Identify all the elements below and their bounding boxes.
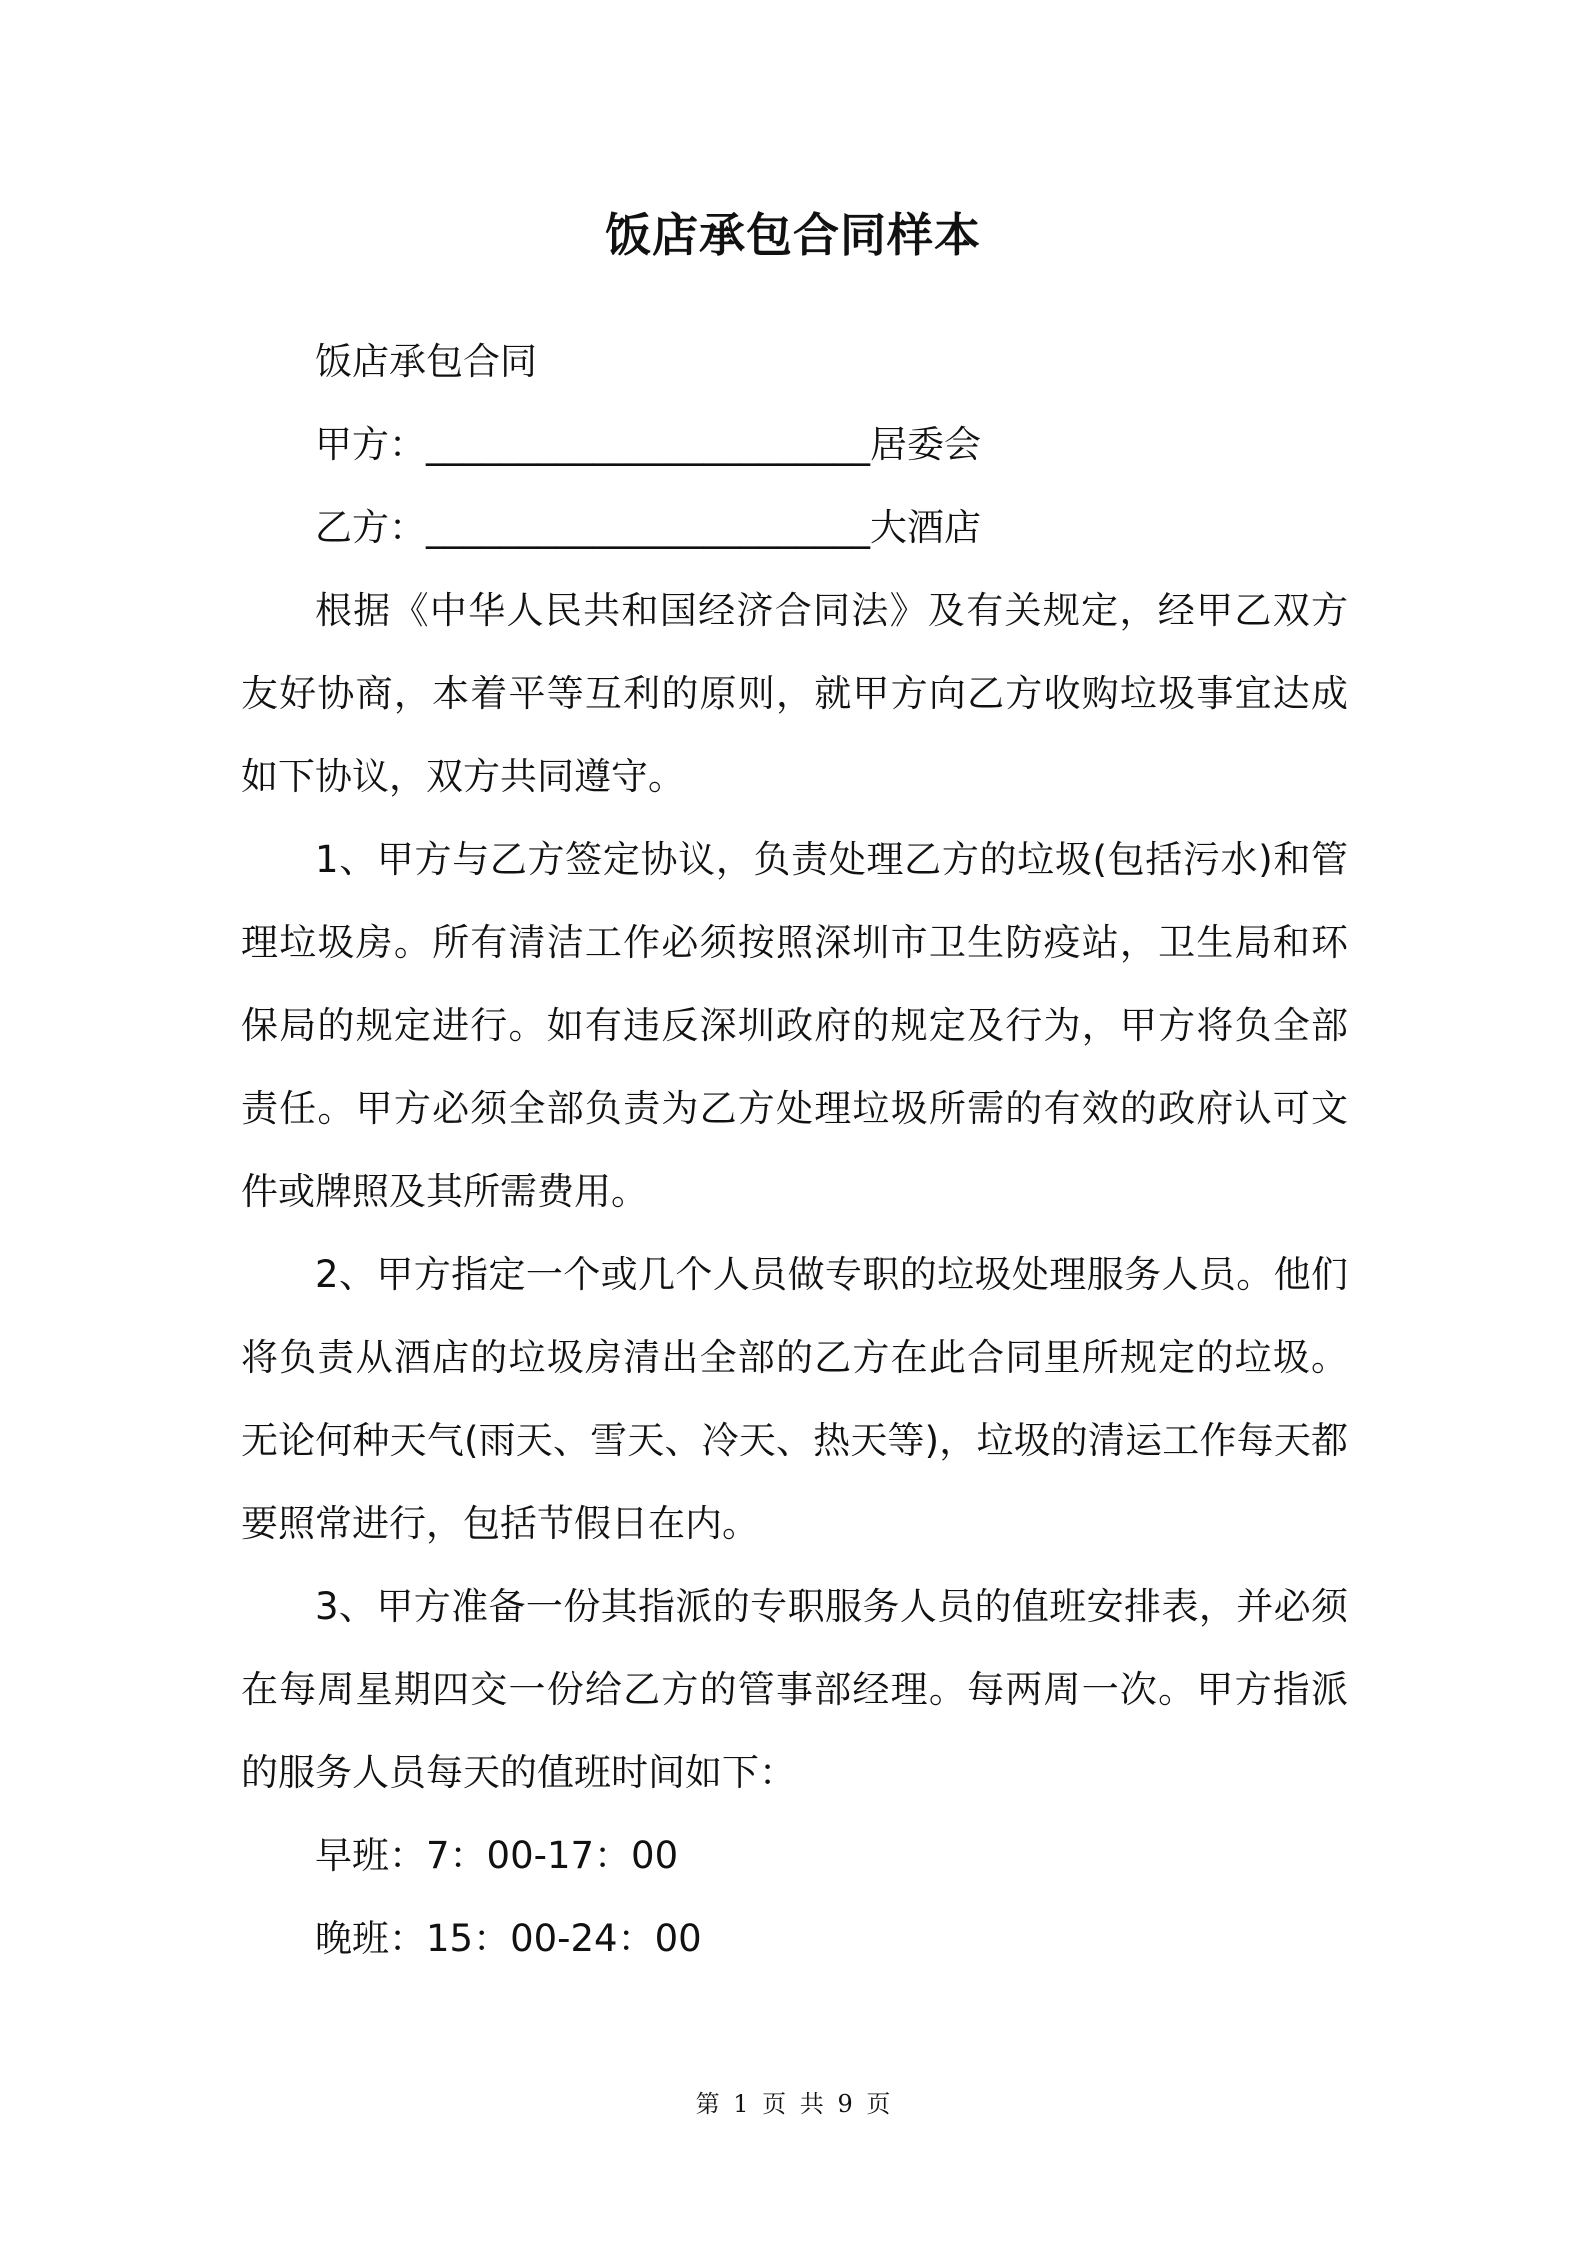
- evening-shift-line: 晚班：15：00-24：00: [315, 1917, 702, 1960]
- clause-3-paragraph: 3、甲方准备一份其指派的专职服务人员的值班安排表，并必须在每周星期四交一份给乙方的管事部经理。每两周一次。甲方指派的服务人员每天的值班时间如下：: [241, 1585, 1348, 1794]
- party-a-line: 甲方：________________________居委会: [315, 423, 981, 466]
- party-b-line: 乙方：________________________大酒店: [315, 506, 981, 549]
- morning-shift-line: 早班：7：00-17：00: [315, 1834, 679, 1877]
- contract-name-line: 饭店承包合同: [315, 340, 537, 383]
- clause-2-paragraph: 2、甲方指定一个或几个人员做专职的垃圾处理服务人员。他们将负责从酒店的垃圾房清出全部的乙方在此合同里所规定的垃圾。无论何种天气(雨天、雪天、冷天、热天等)，垃圾的清运工作每天都要照常进行，包括节假日在内。: [241, 1253, 1348, 1545]
- preamble-paragraph: 根据《中华人民共和国经济合同法》及有关规定，经甲乙双方友好协商，本着平等互利的原则，就甲方向乙方收购垃圾事宜达成如下协议，双方共同遵守。: [241, 589, 1348, 798]
- document-title: 饭店承包合同样本: [605, 208, 981, 262]
- document-body: [241, 320, 1348, 1980]
- page-number: 第 1 页 共 9 页: [695, 2090, 891, 2118]
- clause-1-paragraph: 1、甲方与乙方签定协议，负责处理乙方的垃圾(包括污水)和管理垃圾房。所有清洁工作必须按照深圳市卫生防疫站，卫生局和环保局的规定进行。如有违反深圳政府的规定及行为，甲方将负全部责任。甲方必须全部负责为乙方处理垃圾所需的有效的政府认可文件或牌照及其所需费用。: [241, 838, 1348, 1213]
